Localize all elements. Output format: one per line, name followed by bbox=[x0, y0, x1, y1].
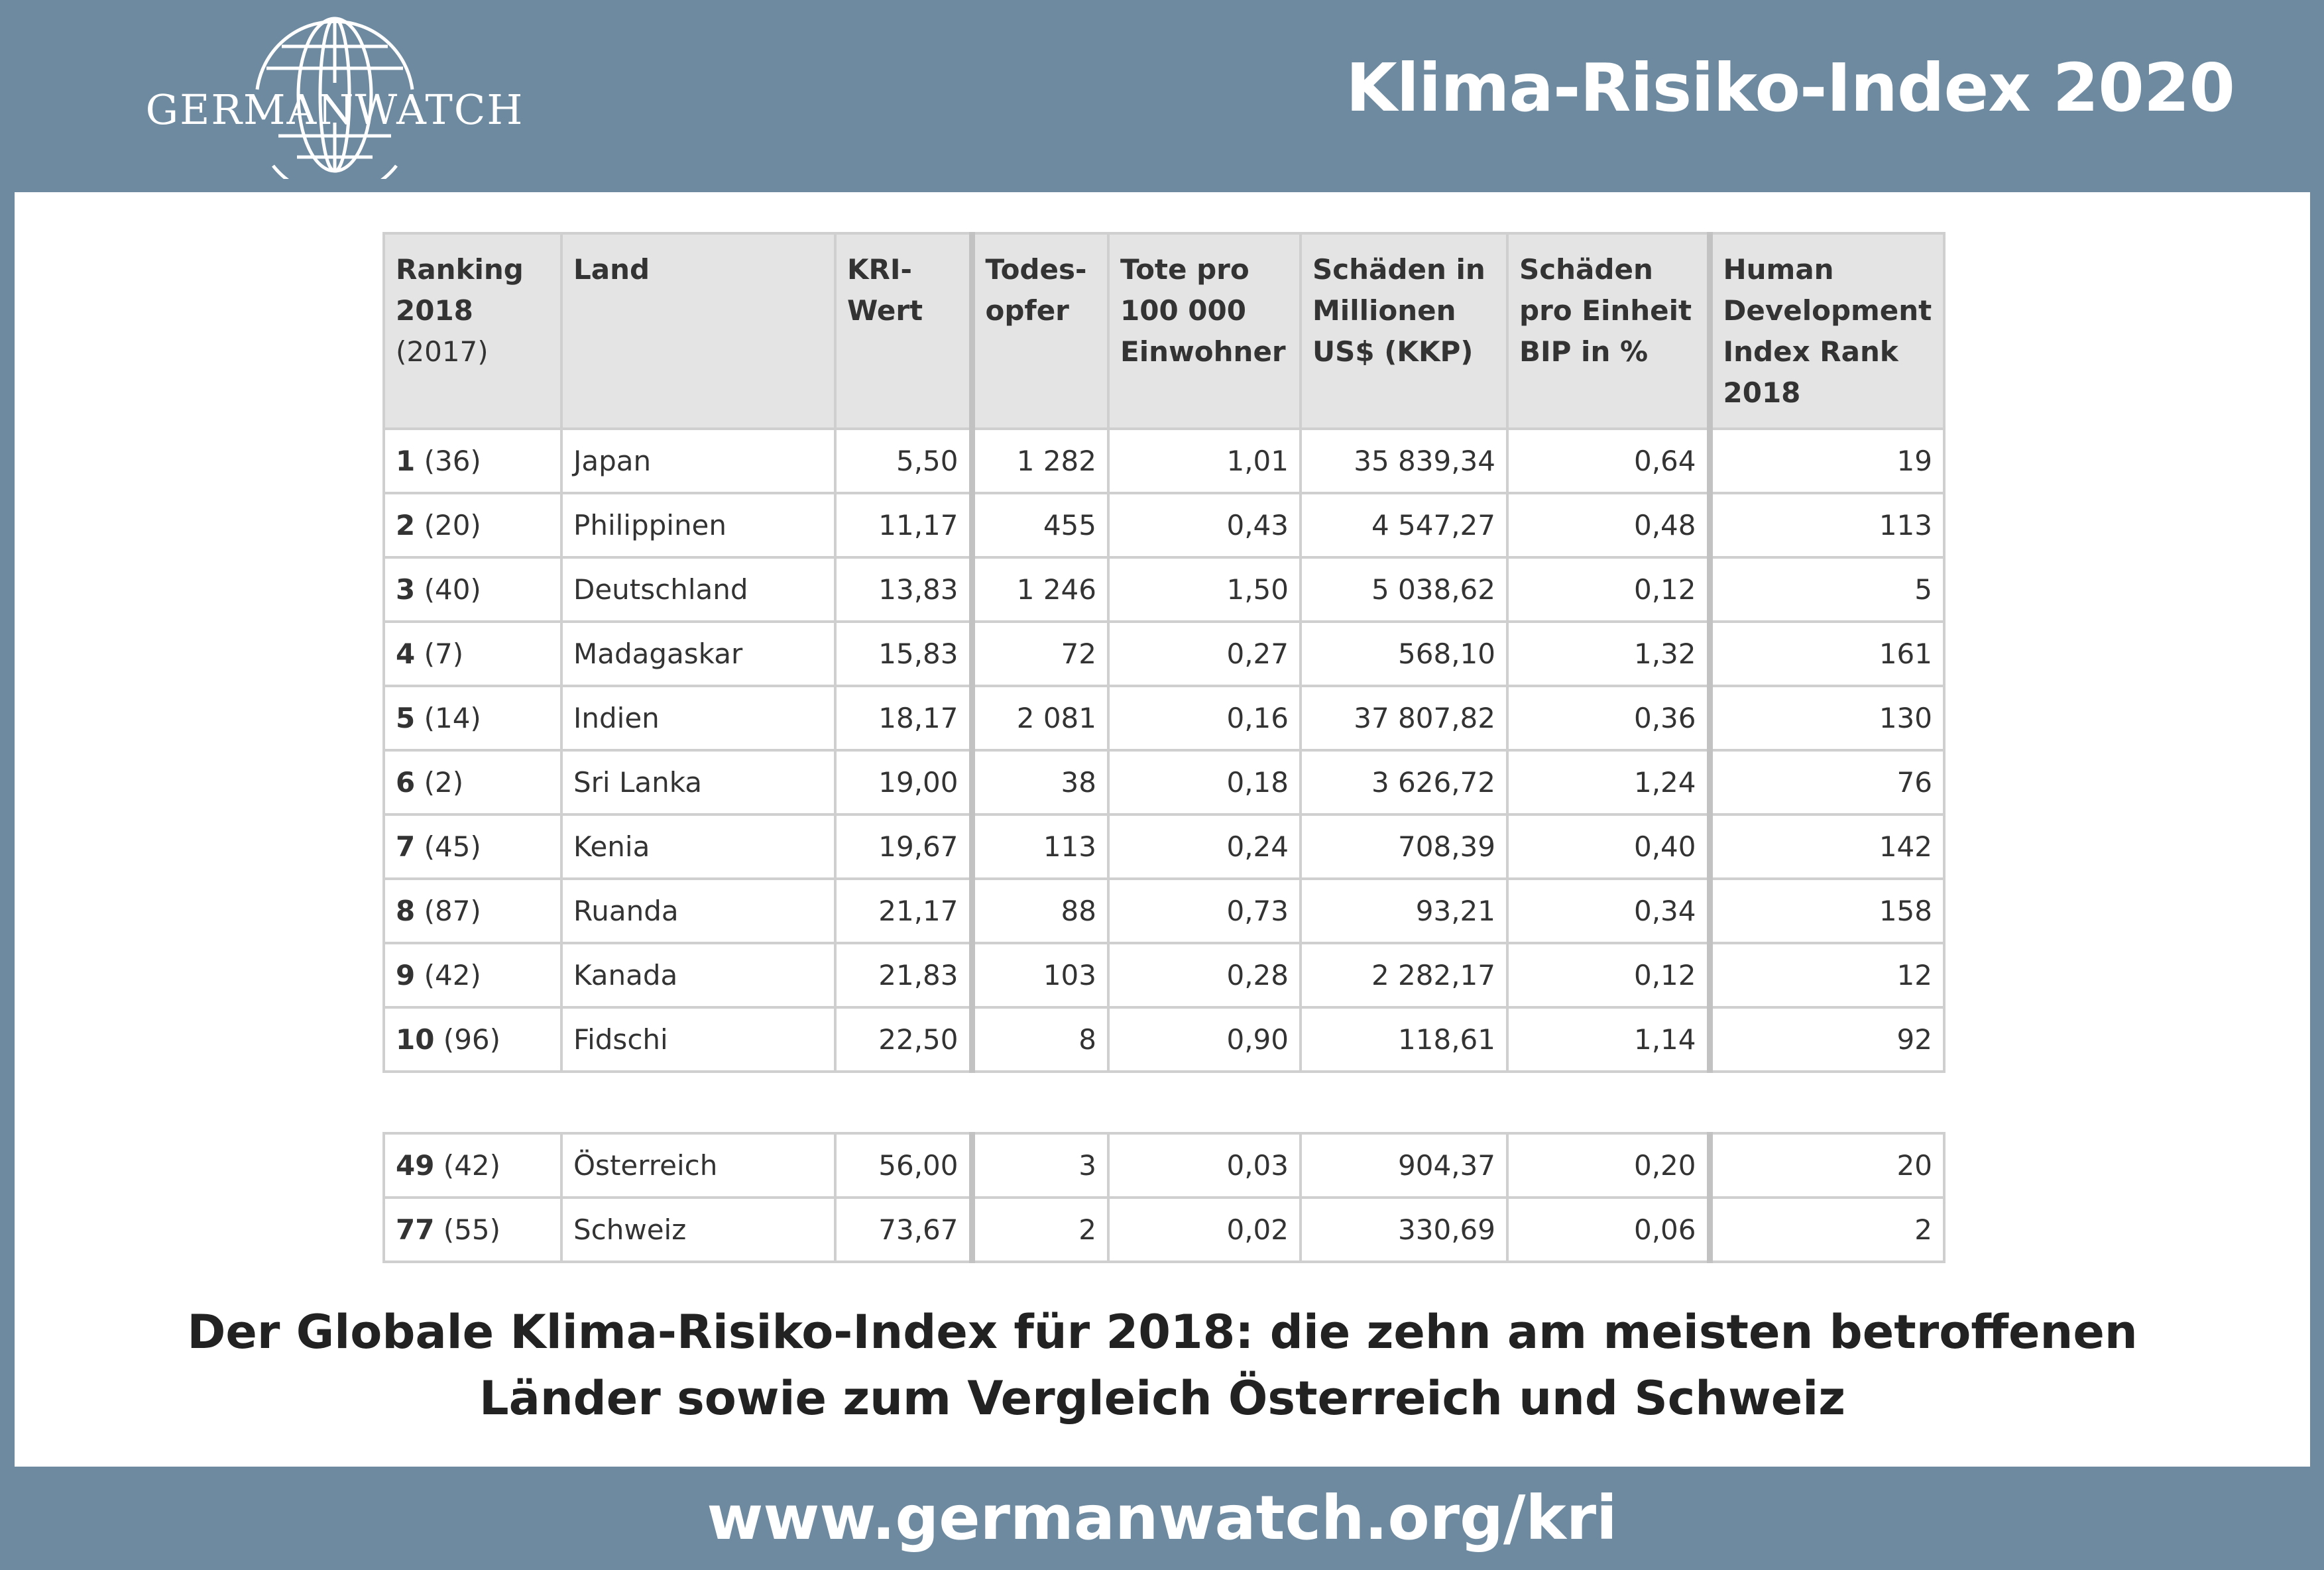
cell-schaeden: 330,69 bbox=[1301, 1198, 1507, 1262]
cell-schaeden: 904,37 bbox=[1301, 1133, 1507, 1198]
footer-url[interactable]: www.germanwatch.org/kri bbox=[707, 1483, 1617, 1553]
table-row bbox=[384, 686, 1944, 750]
cell-todesopfer: 455 bbox=[972, 493, 1108, 557]
cell-schaeden-bip: 1,14 bbox=[1507, 1007, 1710, 1072]
cell-tote-pro-100000: 1,01 bbox=[1108, 429, 1301, 493]
cell-land: Ruanda bbox=[561, 879, 835, 943]
cell-land: Philippinen bbox=[561, 493, 835, 557]
table-row bbox=[384, 943, 1944, 1007]
cell-tote-pro-100000: 0,03 bbox=[1108, 1133, 1301, 1198]
comparison-table bbox=[382, 1132, 1946, 1263]
cell-hdi: 161 bbox=[1710, 622, 1944, 686]
cell-tote-pro-100000: 0,24 bbox=[1108, 814, 1301, 879]
table-header-row bbox=[384, 233, 1944, 429]
header-kri-wert: KRI- Wert bbox=[835, 233, 972, 429]
cell-ranking: 7 (45) bbox=[384, 814, 561, 879]
cell-hdi: 113 bbox=[1710, 493, 1944, 557]
content-panel bbox=[15, 192, 2310, 1467]
cell-schaeden-bip: 0,40 bbox=[1507, 814, 1710, 879]
cell-schaeden-bip: 0,20 bbox=[1507, 1133, 1710, 1198]
cell-todesopfer: 1 246 bbox=[972, 557, 1108, 622]
cell-ranking: 6 (2) bbox=[384, 750, 561, 814]
cell-schaeden: 708,39 bbox=[1301, 814, 1507, 879]
cell-land: Fidschi bbox=[561, 1007, 835, 1072]
cell-ranking: 4 (7) bbox=[384, 622, 561, 686]
cell-hdi: 92 bbox=[1710, 1007, 1944, 1072]
cell-todesopfer: 72 bbox=[972, 622, 1108, 686]
cell-tote-pro-100000: 0,43 bbox=[1108, 493, 1301, 557]
cell-todesopfer: 113 bbox=[972, 814, 1108, 879]
cell-hdi: 158 bbox=[1710, 879, 1944, 943]
caption bbox=[15, 1299, 2310, 1431]
cell-tote-pro-100000: 0,28 bbox=[1108, 943, 1301, 1007]
cell-land: Madagaskar bbox=[561, 622, 835, 686]
cell-tote-pro-100000: 0,73 bbox=[1108, 879, 1301, 943]
cell-schaeden-bip: 0,36 bbox=[1507, 686, 1710, 750]
cell-schaeden-bip: 0,48 bbox=[1507, 493, 1710, 557]
logo-text: GERMANWATCH bbox=[145, 85, 524, 134]
cell-kri-wert: 11,17 bbox=[835, 493, 972, 557]
cell-hdi: 142 bbox=[1710, 814, 1944, 879]
header-tote-pro-100000: Tote pro 100 000 Einwohner bbox=[1108, 233, 1301, 429]
table-row bbox=[384, 622, 1944, 686]
cell-ranking: 8 (87) bbox=[384, 879, 561, 943]
cell-todesopfer: 8 bbox=[972, 1007, 1108, 1072]
cell-kri-wert: 19,00 bbox=[835, 750, 972, 814]
cell-schaeden: 5 038,62 bbox=[1301, 557, 1507, 622]
cell-ranking: 9 (42) bbox=[384, 943, 561, 1007]
table-row bbox=[384, 879, 1944, 943]
table-row bbox=[384, 814, 1944, 879]
cell-ranking: 77 (55) bbox=[384, 1198, 561, 1262]
cell-todesopfer: 88 bbox=[972, 879, 1108, 943]
cell-ranking: 1 (36) bbox=[384, 429, 561, 493]
cell-land: Deutschland bbox=[561, 557, 835, 622]
cell-land: Kanada bbox=[561, 943, 835, 1007]
table-row bbox=[384, 1198, 1944, 1262]
cell-tote-pro-100000: 1,50 bbox=[1108, 557, 1301, 622]
cell-schaeden-bip: 1,32 bbox=[1507, 622, 1710, 686]
cell-schaeden-bip: 0,64 bbox=[1507, 429, 1710, 493]
cell-schaeden: 35 839,34 bbox=[1301, 429, 1507, 493]
cell-todesopfer: 2 081 bbox=[972, 686, 1108, 750]
cell-ranking: 49 (42) bbox=[384, 1133, 561, 1198]
cell-land: Sri Lanka bbox=[561, 750, 835, 814]
cell-land: Indien bbox=[561, 686, 835, 750]
cell-schaeden: 118,61 bbox=[1301, 1007, 1507, 1072]
cell-kri-wert: 15,83 bbox=[835, 622, 972, 686]
cell-todesopfer: 3 bbox=[972, 1133, 1108, 1198]
cell-hdi: 2 bbox=[1710, 1198, 1944, 1262]
cell-land: Schweiz bbox=[561, 1198, 835, 1262]
cell-ranking: 3 (40) bbox=[384, 557, 561, 622]
cell-land: Kenia bbox=[561, 814, 835, 879]
header bbox=[0, 0, 2324, 192]
cell-todesopfer: 2 bbox=[972, 1198, 1108, 1262]
germanwatch-logo bbox=[119, 17, 550, 179]
caption-line-2: Länder sowie zum Vergleich Österreich und Schweiz bbox=[479, 1371, 1845, 1426]
cell-hdi: 130 bbox=[1710, 686, 1944, 750]
header-schaeden: Schäden in Millionen US$ (KKP) bbox=[1301, 233, 1507, 429]
comparison-body bbox=[384, 1133, 1944, 1262]
cell-tote-pro-100000: 0,18 bbox=[1108, 750, 1301, 814]
cell-schaeden-bip: 1,24 bbox=[1507, 750, 1710, 814]
cell-schaeden-bip: 0,06 bbox=[1507, 1198, 1710, 1262]
header-ranking: Ranking 2018 (2017) bbox=[384, 233, 561, 429]
cell-land: Japan bbox=[561, 429, 835, 493]
cell-hdi: 5 bbox=[1710, 557, 1944, 622]
cell-schaeden: 37 807,82 bbox=[1301, 686, 1507, 750]
cell-hdi: 19 bbox=[1710, 429, 1944, 493]
table-row bbox=[384, 750, 1944, 814]
cell-todesopfer: 103 bbox=[972, 943, 1108, 1007]
cell-todesopfer: 1 282 bbox=[972, 429, 1108, 493]
cell-kri-wert: 18,17 bbox=[835, 686, 972, 750]
caption-line-1: Der Globale Klima-Risiko-Index für 2018: die zehn am meisten betroffenen bbox=[187, 1305, 2138, 1359]
cell-todesopfer: 38 bbox=[972, 750, 1108, 814]
cell-land: Österreich bbox=[561, 1133, 835, 1198]
cell-schaeden: 3 626,72 bbox=[1301, 750, 1507, 814]
cell-ranking: 5 (14) bbox=[384, 686, 561, 750]
table-row bbox=[384, 429, 1944, 493]
cell-hdi: 76 bbox=[1710, 750, 1944, 814]
cell-schaeden-bip: 0,12 bbox=[1507, 557, 1710, 622]
kri-table bbox=[382, 232, 1946, 1073]
cell-schaeden-bip: 0,34 bbox=[1507, 879, 1710, 943]
cell-kri-wert: 21,83 bbox=[835, 943, 972, 1007]
cell-hdi: 20 bbox=[1710, 1133, 1944, 1198]
cell-tote-pro-100000: 0,90 bbox=[1108, 1007, 1301, 1072]
cell-kri-wert: 56,00 bbox=[835, 1133, 972, 1198]
cell-kri-wert: 13,83 bbox=[835, 557, 972, 622]
cell-schaeden: 2 282,17 bbox=[1301, 943, 1507, 1007]
cell-schaeden-bip: 0,12 bbox=[1507, 943, 1710, 1007]
cell-hdi: 12 bbox=[1710, 943, 1944, 1007]
cell-kri-wert: 21,17 bbox=[835, 879, 972, 943]
table-row bbox=[384, 1133, 1944, 1198]
header-todesopfer: Todes- opfer bbox=[972, 233, 1108, 429]
header-hdi: Human Development Index Rank 2018 bbox=[1710, 233, 1944, 429]
cell-schaeden: 93,21 bbox=[1301, 879, 1507, 943]
table-row bbox=[384, 493, 1944, 557]
cell-ranking: 10 (96) bbox=[384, 1007, 561, 1072]
table-body bbox=[384, 429, 1944, 1072]
cell-kri-wert: 5,50 bbox=[835, 429, 972, 493]
page-title: Klima-Risiko-Index 2020 bbox=[1346, 49, 2235, 127]
cell-ranking: 2 (20) bbox=[384, 493, 561, 557]
header-land: Land bbox=[561, 233, 835, 429]
table-row bbox=[384, 557, 1944, 622]
cell-tote-pro-100000: 0,16 bbox=[1108, 686, 1301, 750]
cell-schaeden: 568,10 bbox=[1301, 622, 1507, 686]
cell-schaeden: 4 547,27 bbox=[1301, 493, 1507, 557]
cell-kri-wert: 73,67 bbox=[835, 1198, 972, 1262]
header-schaeden-bip: Schäden pro Einheit BIP in % bbox=[1507, 233, 1710, 429]
cell-tote-pro-100000: 0,02 bbox=[1108, 1198, 1301, 1262]
cell-kri-wert: 19,67 bbox=[835, 814, 972, 879]
table-row bbox=[384, 1007, 1944, 1072]
cell-tote-pro-100000: 0,27 bbox=[1108, 622, 1301, 686]
cell-kri-wert: 22,50 bbox=[835, 1007, 972, 1072]
